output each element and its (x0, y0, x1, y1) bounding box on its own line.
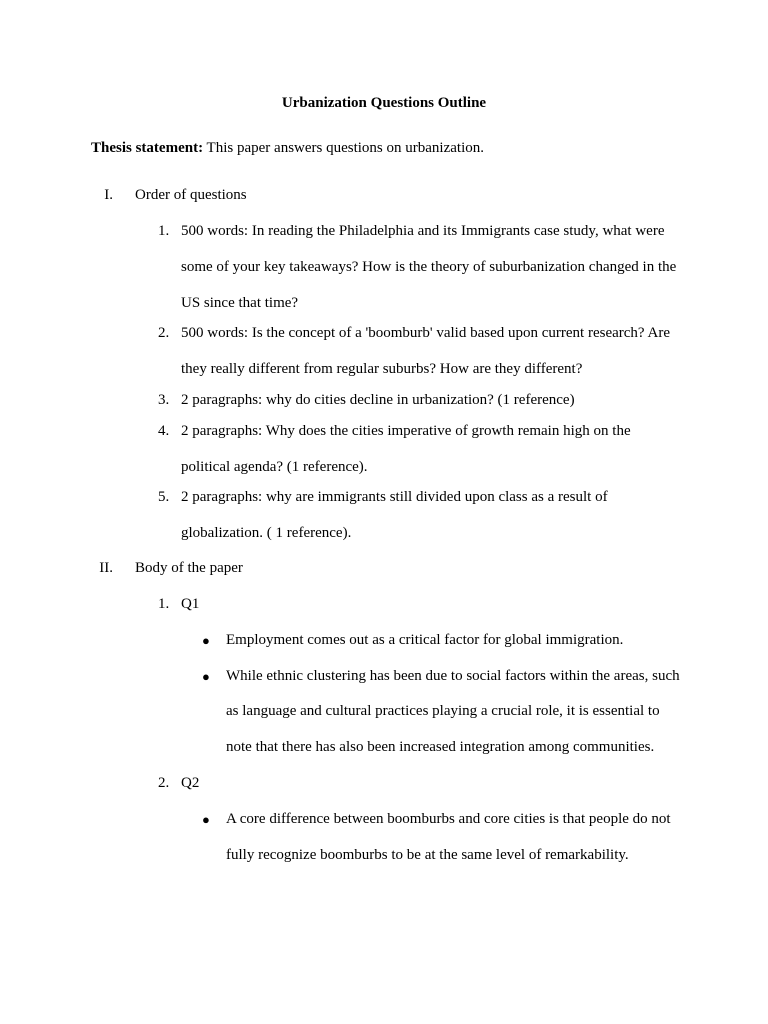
bullet-text: While ethnic clustering has been due to social factors within the areas, such as language and cultural practices playing a crucial role, it is essential to note that there has also been increased integration among communities. (226, 667, 680, 756)
bullet-icon: ● (202, 668, 210, 684)
list-item (158, 414, 681, 486)
bullet-text: A core difference between boomburbs and core cities is that people do not fully recognize boomburbs to be at the same level of remarkability. (226, 810, 671, 863)
list-item (158, 214, 681, 321)
item-number: 3. (158, 391, 170, 408)
document-title: Urbanization Questions Outline (281, 95, 487, 111)
section-heading: Body of the paper (135, 559, 243, 576)
item-text: 2 paragraphs: Why does the cities imperative of growth remain high on the political agenda? (1 reference). (181, 422, 631, 475)
item-number: 2. (158, 325, 170, 342)
section-numeral: I. (104, 187, 113, 203)
thesis-statement (91, 137, 484, 159)
bullet-item (202, 802, 686, 874)
bullet-item (202, 659, 686, 766)
item-number: 2. (158, 774, 170, 791)
list-item (158, 316, 681, 388)
item-text: 2 paragraphs: why are immigrants still divided upon class as a result of globalization. ( 1 reference). (181, 489, 608, 542)
list-item (158, 587, 681, 623)
item-number: 4. (158, 422, 170, 439)
thesis-text: This paper answers questions on urbanization. (203, 140, 484, 156)
item-number: 1. (158, 595, 170, 612)
section-numeral: II. (99, 559, 113, 576)
bullet-icon: ● (202, 632, 210, 648)
item-text: 500 words: In reading the Philadelphia and its Immigrants case study, what were some of your key takeaways? How is the theory of suburbanization changed in the US since that time? (181, 223, 677, 311)
item-number: 5. (158, 489, 170, 506)
thesis-label: Thesis statement: (91, 140, 204, 156)
item-number: 1. (158, 223, 170, 239)
section-heading: Order of questions (135, 187, 247, 203)
bullet-text: Employment comes out as a critical factor for global immigration. (226, 631, 624, 648)
list-item (158, 766, 681, 802)
item-text: Q2 (181, 774, 200, 791)
item-text: 2 paragraphs: why do cities decline in urbanization? (1 reference) (181, 391, 575, 408)
item-text: 500 words: Is the concept of a 'boomburb' valid based upon current research? Are they really different from regular suburbs? How are they different? (181, 325, 670, 378)
bullet-icon: ● (202, 811, 210, 827)
outline (0, 183, 768, 873)
outline-section (0, 183, 768, 207)
bullet-item (202, 623, 686, 659)
outline-section (0, 556, 768, 580)
item-text: Q1 (181, 595, 200, 612)
list-item (158, 480, 681, 552)
